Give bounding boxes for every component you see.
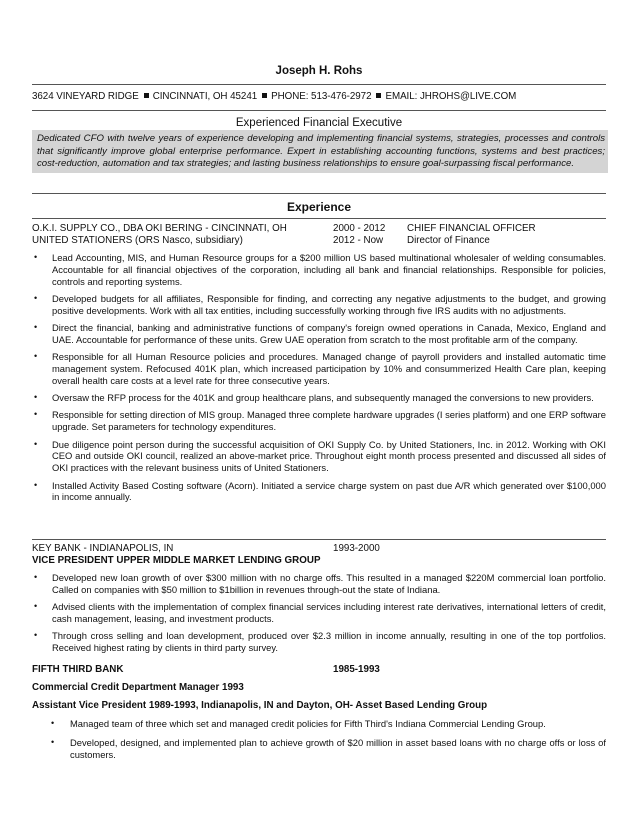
bullet-icon: • [34, 572, 38, 582]
address: 3624 VINEYARD RIDGE [32, 91, 139, 102]
list-item: • Direct the financial, banking and administrative functions of company's foreign owned operations in Canada, Mexico, England and UAE. Accountable for performance of these units. Grew UAE operation from scratch to the most profitable arm of the company. [34, 322, 606, 346]
bullet-icon: • [34, 601, 38, 612]
fifththird-role1: Commercial Credit Department Manager 1993 [32, 682, 244, 693]
list-item: • Developed, designed, and implemented plan to achieve growth of $20 million in asset based loans with no charge offs or loss of customers. [51, 736, 606, 760]
bullet-icon: • [34, 479, 38, 490]
dates: 1993-2000 [333, 543, 380, 554]
bullet-icon: • [34, 351, 38, 362]
keybank-bullets [32, 572, 606, 659]
company: FIFTH THIRD BANK [32, 664, 124, 675]
list-item: • Developed budgets for all affiliates, Responsible for finding, and correcting any negative adjustments to the budget, and growing positive developments. Work with all tax entities, including successfully working through five IRS audits with no adjustments. [34, 293, 606, 316]
square-bullet-icon [144, 93, 149, 98]
company: KEY BANK - INDIANAPOLIS, IN [32, 543, 174, 554]
list-item: • Managed team of three which set and managed credit policies for Fifth Third's Indiana Commercial Lending Group. [51, 718, 546, 729]
job-divider [32, 539, 606, 540]
bullet-icon: • [51, 718, 55, 728]
bullet-icon: • [34, 409, 38, 420]
list-item: • Through cross selling and loan development, produced over $2.3 million in income annually, resulting in one of the top portfolios. Received highest rating by clients in third party survey. [34, 630, 606, 654]
bullet-icon: • [34, 392, 38, 403]
header-divider [32, 84, 606, 85]
phone: PHONE: 513-476-2972 [271, 91, 372, 102]
candidate-name: Joseph H. Rohs [275, 65, 363, 77]
bullet-icon: • [34, 293, 38, 304]
list-item: • Advised clients with the implementation of complex financial services including interest rate derivatives, international letters of credit, cash management, leasing, and investment products. [34, 601, 606, 625]
list-item: • Installed Activity Based Costing software (Acorn). Initiated a service charge system on past due A/R which generated over $100,000 in income annually. [34, 479, 606, 503]
dates: 2012 - Now [333, 235, 384, 246]
list-item: • Developed new loan growth of over $300 million with no charge offs. This resulted in a managed $220M commercial loan portfolio. Called on companies with $50 million to $1billion in revenues through-out the state of Indiana. [34, 572, 606, 595]
oki-bullets [32, 252, 606, 509]
list-item: • Lead Accounting, MIS, and Human Resource groups for a $200 million US based multinational wholesaler of welding consumables. Accountable for all financial objectives of the corporation, including all bank and financial relationships. Responsible for policies, controls and reporting systems. [34, 252, 606, 287]
fifththird-bullets [32, 718, 606, 766]
contact-line [32, 91, 606, 102]
job-title: Director of Finance [407, 235, 490, 246]
email: EMAIL: JHROHS@LIVE.COM [385, 91, 517, 102]
square-bullet-icon [262, 93, 267, 98]
bullet-icon: • [51, 736, 55, 747]
experience-heading: Experience [286, 200, 352, 214]
list-item: • Responsible for all Human Resource policies and procedures. Managed change of payroll providers and installed automatic time management system. Refocused 401K plan, which increased participation by 10% and consummerized Health Care plan, keeping overall health care costs at a level rate for three consecutive years. [34, 351, 606, 387]
headline: Experienced Financial Executive [235, 117, 403, 129]
section-divider-top [32, 193, 606, 194]
job-title: CHIEF FINANCIAL OFFICER [407, 223, 536, 234]
company: O.K.I. SUPPLY CO., DBA OKI BERING - CINCINNATI, OH [32, 223, 287, 234]
square-bullet-icon [376, 93, 381, 98]
dates: 2000 - 2012 [333, 223, 386, 234]
bullet-icon: • [34, 438, 38, 449]
fifththird-role2: Assistant Vice President 1989-1993, Indianapolis, IN and Dayton, OH- Asset Based Lending Group [32, 700, 488, 711]
dates: 1985-1993 [333, 664, 380, 675]
summary-box: Dedicated CFO with twelve years of experience developing and implementing financial systems, strategies, processes and controls that significantly improve global enterprise performance. Expert in establishing accounting functions, systems and best practices; cost-reduction, automation and tax strategies; and lasting business relationships to ensure goal-surpassing fiscal performance. [32, 130, 608, 173]
list-item: • Oversaw the RFP process for the 401K and group healthcare plans, and subsequently managed the conversions to new providers. [34, 392, 594, 404]
bullet-icon: • [34, 322, 38, 333]
section-divider-bottom [32, 218, 606, 219]
keybank-title: VICE PRESIDENT UPPER MIDDLE MARKET LENDING GROUP [32, 555, 321, 566]
bullet-icon: • [34, 252, 38, 262]
company: UNITED STATIONERS (ORS Nasco, subsidiary) [32, 235, 243, 246]
list-item: • Responsible for setting direction of MIS group. Managed three complete hardware upgrades (I series platform) and one ERP software upgrade. Set parameters for technology expenditures. [34, 409, 606, 433]
city: CINCINNATI, OH 45241 [152, 91, 258, 102]
contact-divider [32, 110, 606, 111]
bullet-icon: • [34, 630, 38, 641]
list-item: • Due diligence point person during the successful acquisition of OKI Supply Co. by United Stationers, Inc. in 2012. Working with OKI CEO and outside OKI council, realized an above-market price. Throughout eight month process presented and discussed all sides of OKI practices with the relevant business units of United Stationers. [34, 438, 606, 474]
